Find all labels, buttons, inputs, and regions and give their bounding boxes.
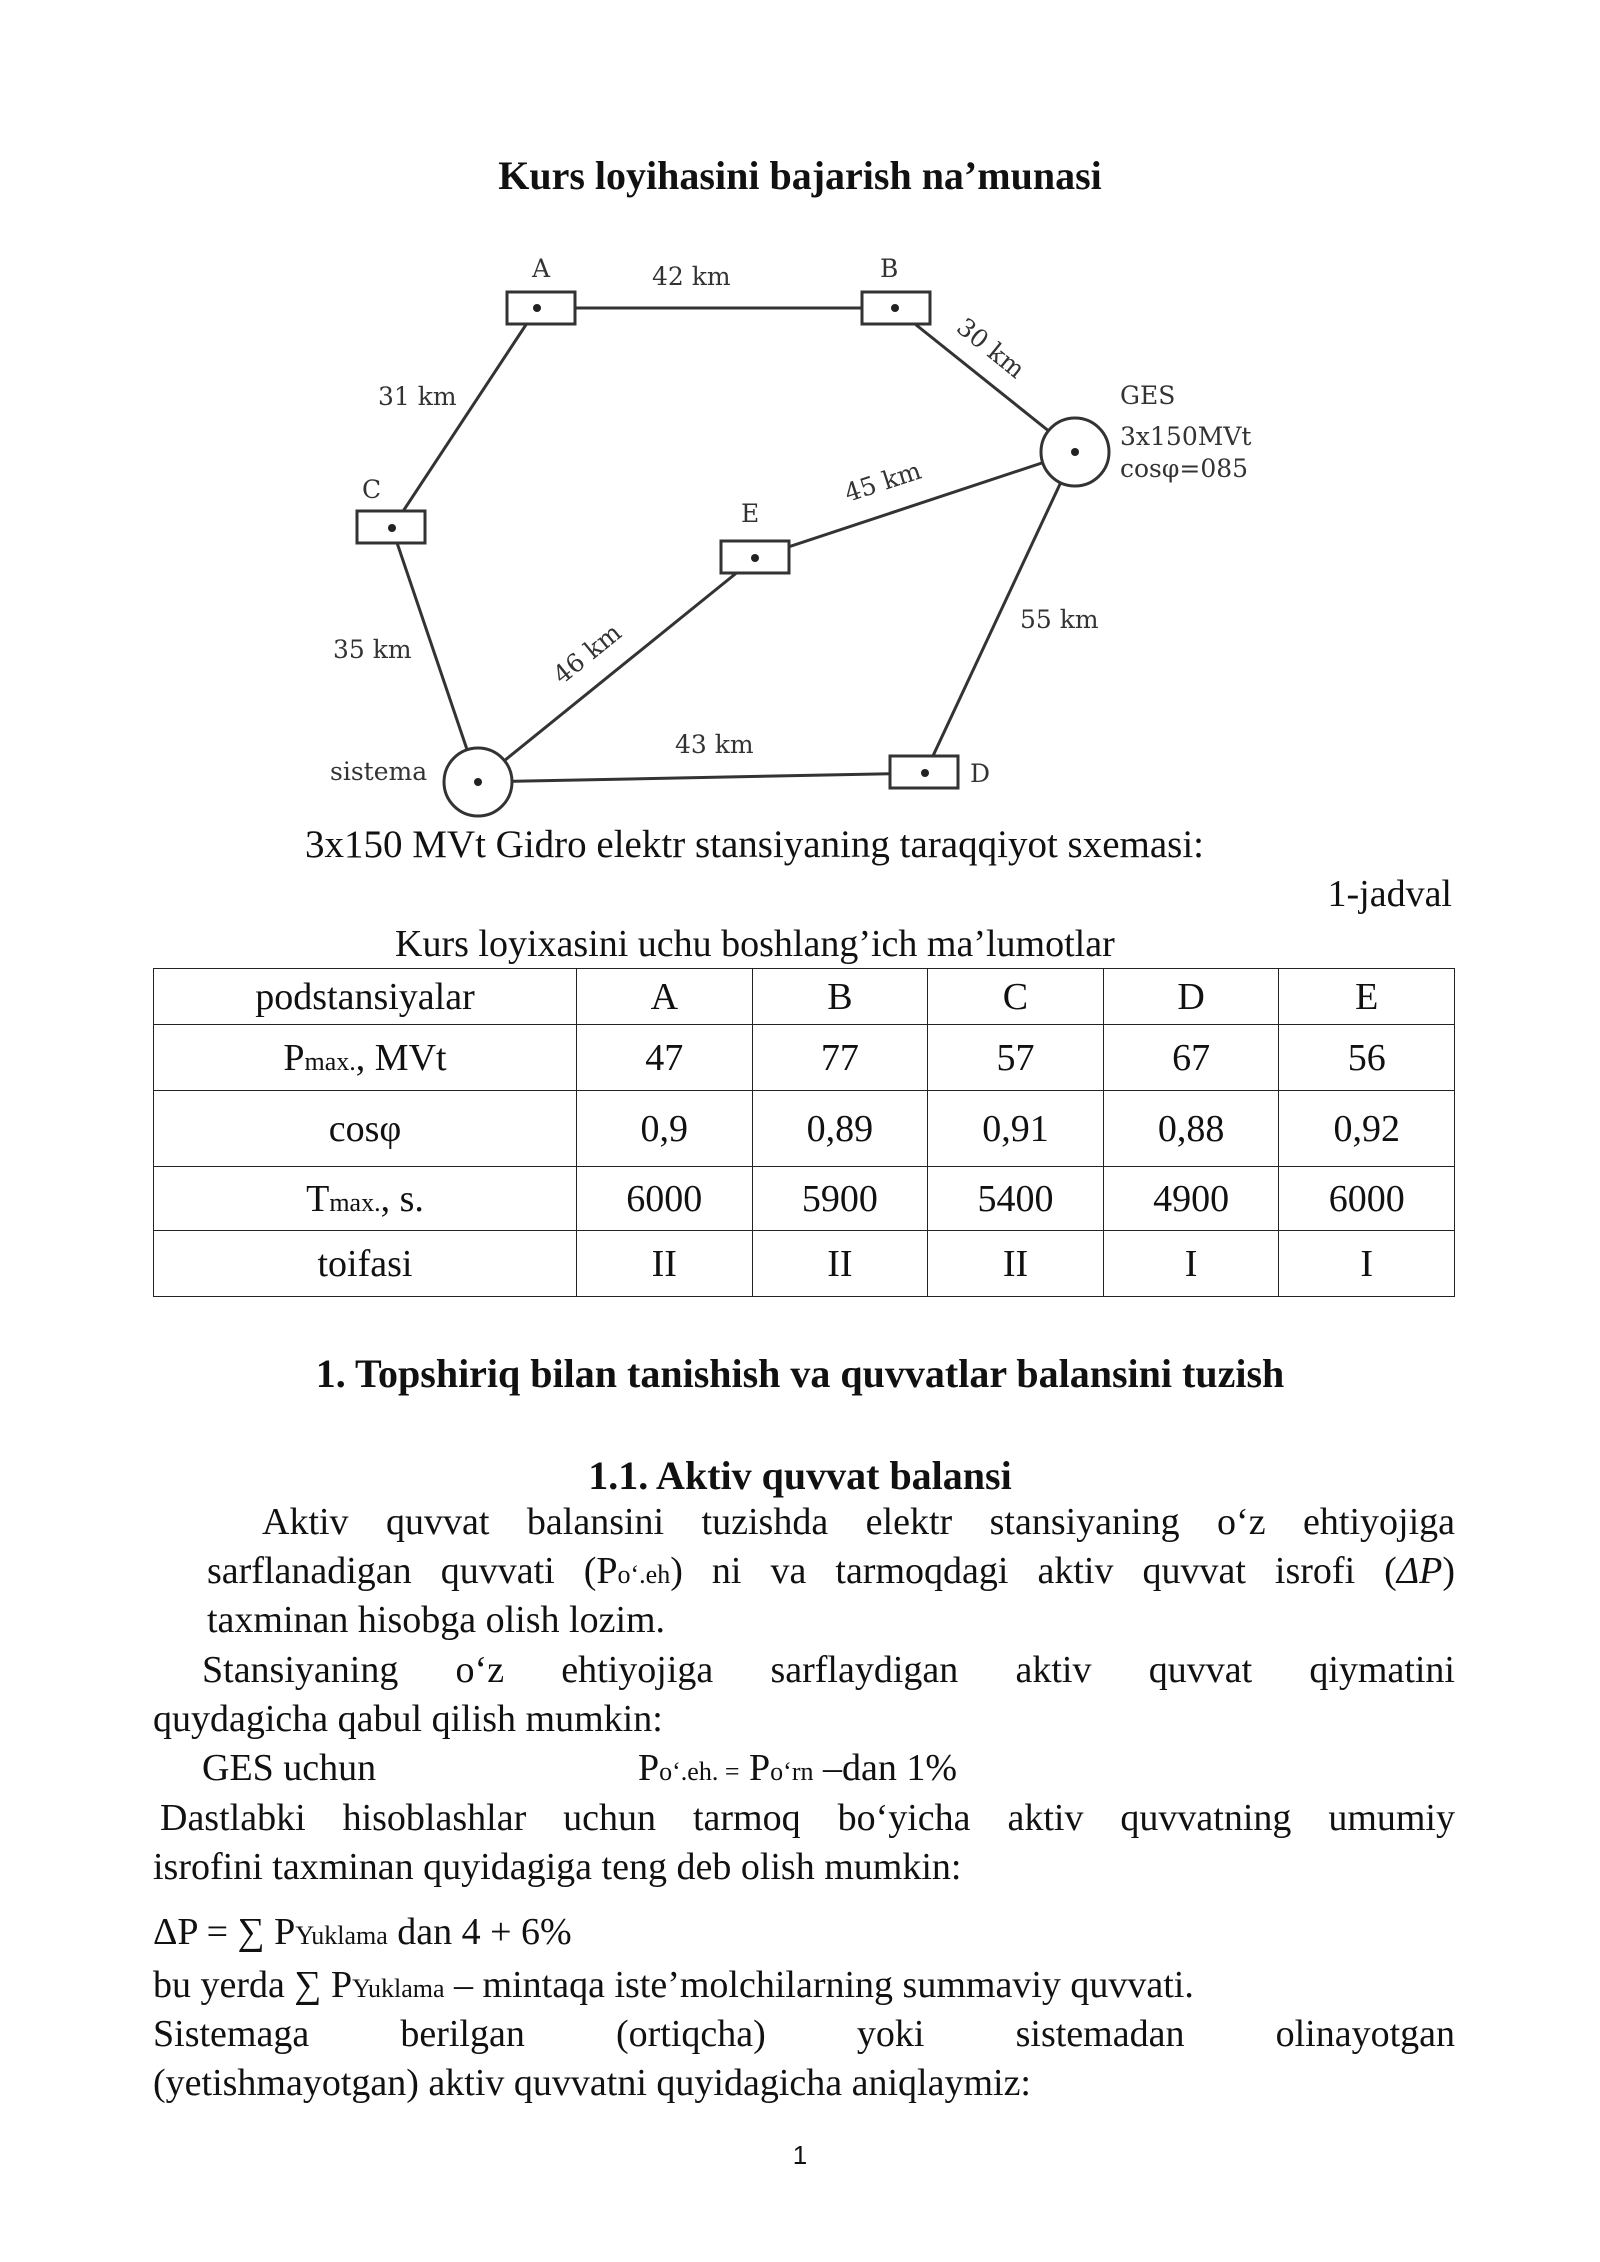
node-label-c: C — [362, 475, 382, 504]
table-row-toifasi — [154, 1231, 1455, 1297]
ges-cos-label: cosφ=085 — [1120, 454, 1249, 483]
table-cell: 6000 — [1279, 1167, 1455, 1231]
table-cell: 0,91 — [928, 1091, 1104, 1167]
ges-uchun-label: GES uchun — [202, 1747, 377, 1789]
table-cell: II — [752, 1231, 928, 1297]
table-cell: I — [1103, 1231, 1279, 1297]
scheme-caption: 3x150 MVt Gidro elektr stansiyaning taraqqiyot sxemasi: — [305, 823, 1205, 866]
network-scheme-diagram — [300, 240, 1300, 820]
row-label-pmax: Pmax., MVt — [154, 1025, 577, 1091]
loss-formula: ΔP = ∑ PYuklama dan 4 + 6% — [153, 1911, 572, 1953]
table-header-cell: B — [752, 969, 928, 1025]
para2-line2: quydagicha qabul qilish mumkin: — [153, 1698, 663, 1740]
edge-a-c — [392, 308, 537, 528]
distance-ges-d: 55 km — [1020, 605, 1099, 634]
ges-own-needs-formula: Po‘.eh. = Po‘rn –dan 1% — [638, 1747, 958, 1789]
para5-line1: Sistemaga berilgan (ortiqcha) yoki sistemadan olinayotgan — [153, 2013, 1455, 2055]
initial-data-table — [153, 968, 1455, 1297]
para3-line2: isrofini taxminan quyidagiga teng deb olish mumkin: — [153, 1846, 962, 1888]
section-heading-1-1: 1.1. Aktiv quvvat balansi — [588, 1453, 1012, 1498]
table-header-cell: E — [1279, 969, 1455, 1025]
distance-a-b: 42 km — [652, 262, 731, 291]
table-header-cell: C — [928, 969, 1104, 1025]
table-header-cell: podstansiyalar — [154, 969, 577, 1025]
para5-line2: (yetishmayotgan) aktiv quvvatni quyidagicha aniqlaymiz: — [153, 2062, 1031, 2104]
ges-units-label: 3x150MVt — [1120, 422, 1252, 451]
node-label-a: A — [532, 254, 551, 283]
table-cell: 0,9 — [577, 1091, 753, 1167]
table-caption: Kurs loyixasini uchu boshlang’ich ma’lumotlar — [395, 923, 1115, 965]
table-cell: 0,89 — [752, 1091, 928, 1167]
table-cell: 5400 — [928, 1167, 1104, 1231]
page-title: Kurs loyihasini bajarish na’munasi — [498, 153, 1102, 198]
para3-line1: Dastlabki hisoblashlar uchun tarmoq bo‘yicha aktiv quvvatning umumiy — [160, 1797, 1455, 1839]
table-cell: 77 — [752, 1025, 928, 1091]
table-cell: 56 — [1279, 1025, 1455, 1091]
table-cell: 4900 — [1103, 1167, 1279, 1231]
node-label-sistema: sistema — [330, 757, 428, 786]
distance-b-ges: 30 km — [951, 312, 1031, 385]
table-cell: II — [577, 1231, 753, 1297]
distance-e-sistema: 46 km — [547, 617, 627, 690]
row-label-toifasi: toifasi — [154, 1231, 577, 1297]
table-cell: 57 — [928, 1025, 1104, 1091]
distance-ges-e: 45 km — [840, 455, 925, 508]
node-label-e: E — [741, 499, 760, 528]
section-heading-1: 1. Topshiriq bilan tanishish va quvvatlar balansini tuzish — [315, 1351, 1285, 1396]
table-cell: 6000 — [577, 1167, 753, 1231]
distance-a-c: 31 km — [378, 382, 457, 411]
row-label-tmax: Tmax., s. — [154, 1167, 577, 1231]
page-number: 1 — [792, 2140, 808, 2170]
para1-line1: Aktiv quvvat balansini tuzishda elektr stansiyaning o‘z ehtiyojiga — [262, 1501, 1455, 1543]
row-label-cos: cosφ — [154, 1091, 577, 1167]
table-row-cos — [154, 1091, 1455, 1167]
para1-line3: taxminan hisobga olish lozim. — [207, 1599, 666, 1641]
table-cell: 0,88 — [1103, 1091, 1279, 1167]
distance-c-sistema: 35 km — [333, 635, 412, 664]
para1-line2: sarflanadigan quvvati (Po‘.eh) ni va tarmoqdagi aktiv quvvat isrofi (ΔP) — [207, 1550, 1455, 1592]
table-cell: 5900 — [752, 1167, 928, 1231]
table-row-tmax — [154, 1167, 1455, 1231]
node-label-d: D — [970, 759, 991, 788]
table-header-row — [154, 969, 1455, 1025]
node-label-ges: GES — [1120, 381, 1176, 410]
node-label-b: B — [880, 254, 899, 283]
table-number: 1-jadval — [1327, 873, 1452, 915]
para2-line1: Stansiyaning o‘z ehtiyojiga sarflaydigan aktiv quvvat qiymatini — [202, 1649, 1455, 1691]
distance-sistema-d: 43 km — [675, 730, 754, 759]
table-header-cell: D — [1103, 969, 1279, 1025]
table-row-pmax — [154, 1025, 1455, 1091]
table-cell: 47 — [577, 1025, 753, 1091]
table-cell: 0,92 — [1279, 1091, 1455, 1167]
para4: bu yerda ∑ PYuklama – mintaqa iste’molchilarning summaviy quvvati. — [153, 1964, 1194, 2006]
table-header-cell: A — [577, 969, 753, 1025]
table-cell: I — [1279, 1231, 1455, 1297]
table-cell: 67 — [1103, 1025, 1279, 1091]
table-cell: II — [928, 1231, 1104, 1297]
edge-sistema-d — [478, 773, 925, 782]
